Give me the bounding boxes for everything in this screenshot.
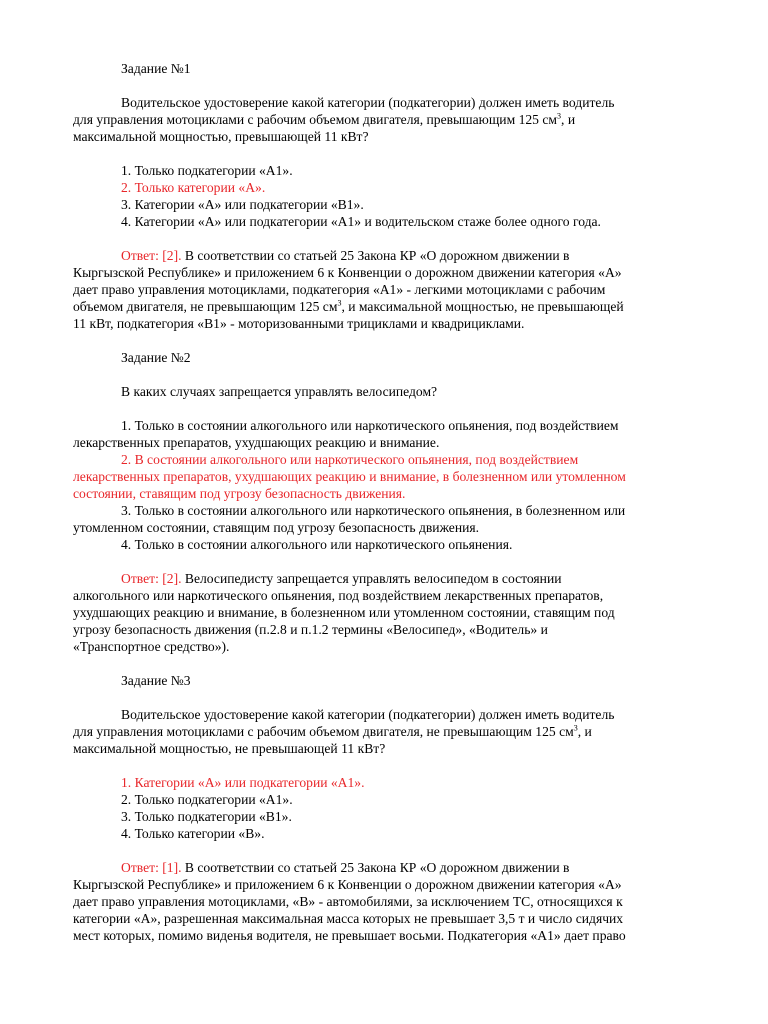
task2-answer: Ответ: [2]. Велосипедисту запрещается управлять велосипедом в состоянии алкогольного или наркотического опьянения, под воздействием лекарственных препаратов, ухудшающих реакцию и внимание, в болезненном или утомленном состоянии, ставящим под угрозу безопасность движения (п.2.8 и п.1.2 термины «Велосипед», «Водитель» и «Транспортное средство»). [73,571,615,654]
task3-option-4: 4. Только категории «В». [121,826,265,841]
task2-answer-label: Ответ: [2]. [121,571,182,586]
task3-answer-label: Ответ: [1]. [121,860,182,875]
task2-title: Задание №2 [121,350,191,365]
task3-option-2: 2. Только подкатегории «А1». [121,792,293,807]
task3-question: Водительское удостоверение какой категории (подкатегории) должен иметь водитель для управления мотоциклами с рабочим объемом двигателя, не превышающим 125 $см^3$, и максимальной мощностью, не превышающей 11 кВт? [73,707,615,756]
task1-option-4: 4. Категории «А» или подкатегории «А1» и водительском стаже более одного года. [121,214,601,229]
task2-question: В каких случаях запрещается управлять велосипедом? [121,384,438,399]
task2-option-4: 4. Только в состоянии алкогольного или наркотического опьянения. [121,537,513,552]
task2-option-1: 1. Только в состоянии алкогольного или наркотического опьянения, под воздействием лекарственных препаратов, ухудшающих реакцию и внимание. [73,418,619,450]
task1-option-1: 1. Только подкатегории «А1». [121,163,293,178]
task1-title: Задание №1 [121,61,191,76]
task1-question: Водительское удостоверение какой категории (подкатегории) должен иметь водитель для управления мотоциклами с рабочим объемом двигателя, превышающим 125 $см^3$, и максимальной мощностью, превышающей 11 кВт? [73,95,615,144]
task1-answer-label: Ответ: [2]. [121,248,182,263]
task2-option-2-correct: 2. В состоянии алкогольного или наркотического опьянения, под воздействием лекарственных препаратов, ухудшающих реакцию и внимание, в болезненном или утомленном состоянии, ставящим под угрозу безопасность движения. [73,452,626,501]
task3-option-3: 3. Только подкатегории «В1». [121,809,292,824]
document-page [73,60,713,944]
task1-answer: Ответ: [2]. В соответствии со статьей 25 Закона КР «О дорожном движении в Кыргызской Республике» и приложением 6 к Конвенции о дорожном движении категория «А» дает право управления мотоциклами, подкатегория «А1» - легкими мотоциклами с рабочим объемом двигателя, не превышающим 125 $см^3$, и максимальной мощностью, не превышающей 11 кВт, подкатегория «В1» - моторизованными трициклами и квадрициклами. [73,248,624,331]
task3-option-1-correct: 1. Категории «А» или подкатегории «А1». [121,775,365,790]
task2-option-3: 3. Только в состоянии алкогольного или наркотического опьянения, в болезненном или утомленном состоянии, ставящим под угрозу безопасность движения. [73,503,626,535]
task3-title: Задание №3 [121,673,191,688]
task1-option-3: 3. Категории «А» или подкатегории «В1». [121,197,364,212]
task1-option-2-correct: 2. Только категории «А». [121,180,266,195]
task3-answer: Ответ: [1]. В соответствии со статьей 25 Закона КР «О дорожном движении в Кыргызской Республике» и приложением 6 к Конвенции о дорожном движении категория «А» дает право управления мотоциклами, «В» - автомобилями, за исключением ТС, относящихся к категории «А», разрешенная максимальная масса которых не превышает 3,5 т и число сидячих мест которых, помимо виденья водителя, не превышает восьми. Подкатегория «А1» дает право [73,860,626,943]
